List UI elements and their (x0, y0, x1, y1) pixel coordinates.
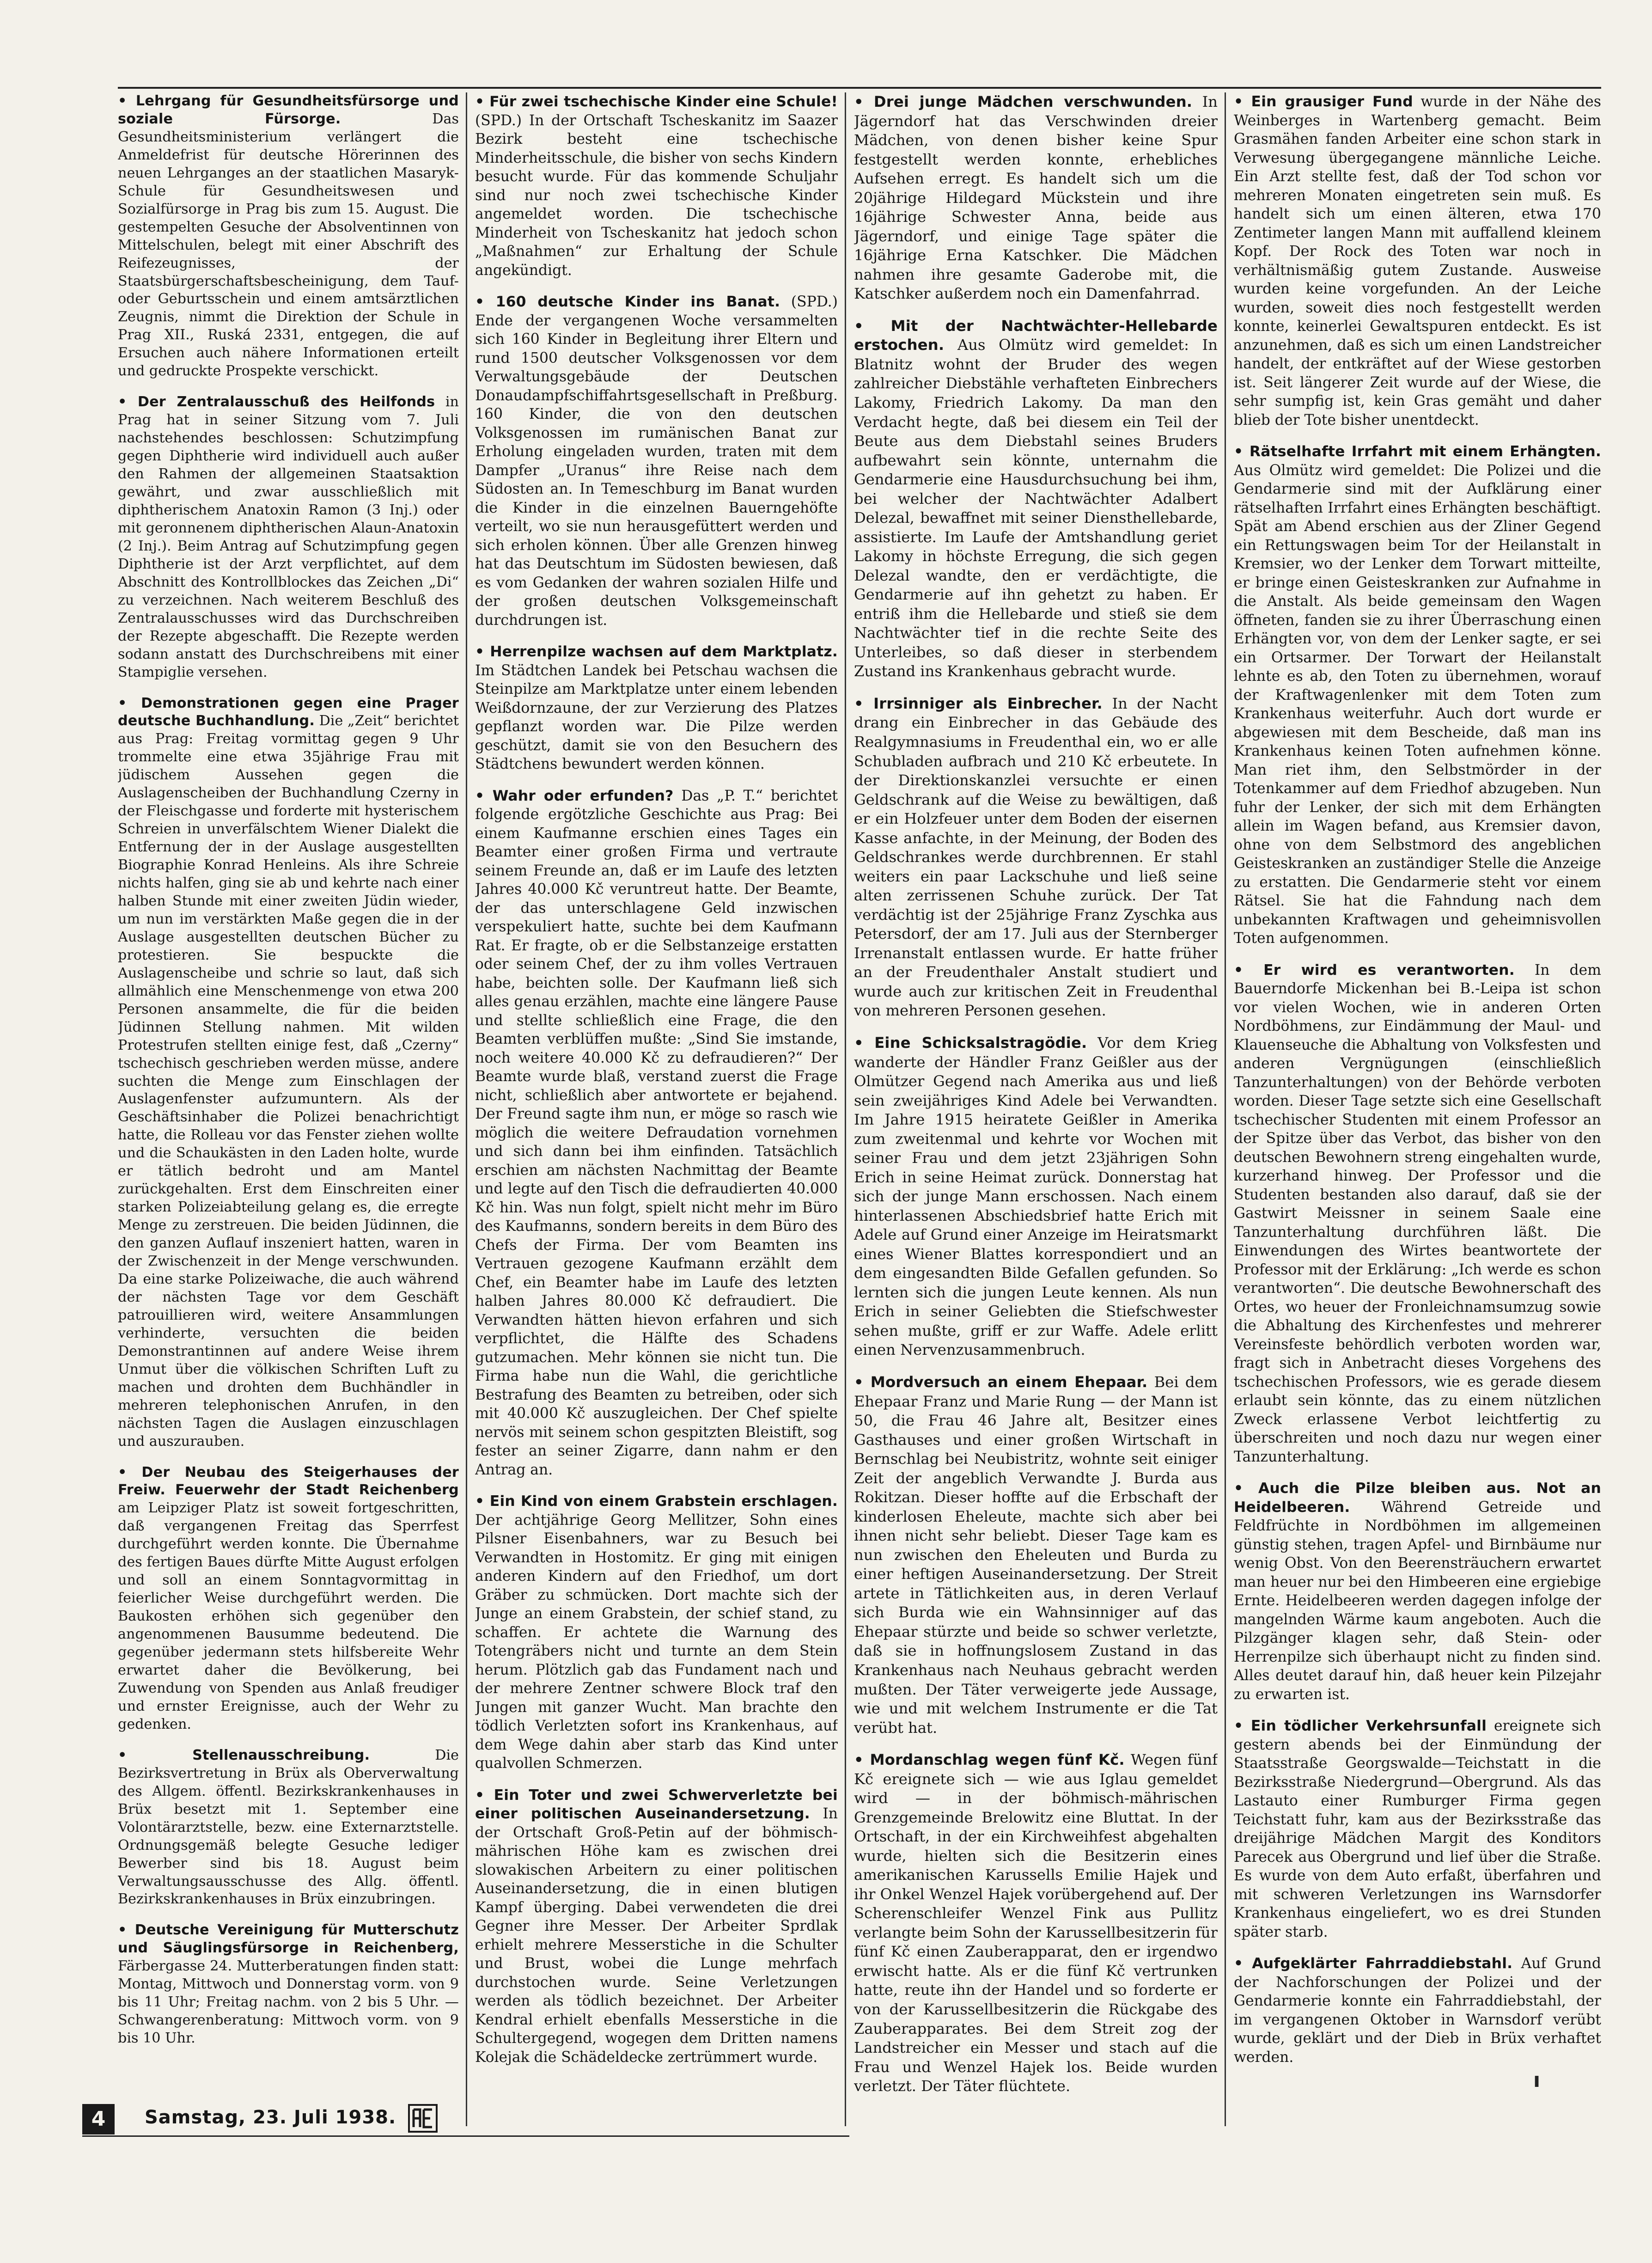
bullet-icon: • (118, 1747, 193, 1763)
news-article (475, 787, 838, 1480)
article-body: Färbergasse 24. Mutterberatungen finden statt: Montag, Mittwoch und Donnerstag vorm. von 9 bis 11 Uhr; Freitag nachm. von 2 bis 5 Uhr. — Schwangerenberatung: Mittwoch vorm. von 9 bis 10 Uhr. (118, 1958, 459, 2047)
bullet-icon: • (475, 643, 490, 660)
page-number: 4 (82, 2104, 115, 2135)
spacer (810, 1805, 823, 1822)
article-headline: Der Zentralausschuß des Heilfonds (137, 394, 435, 410)
article-paragraph (854, 1750, 1218, 2096)
news-article (475, 1786, 838, 2067)
news-article (118, 1747, 459, 1909)
footer-rule (82, 2135, 849, 2137)
bullet-icon: • (854, 93, 874, 110)
news-article (854, 1034, 1218, 1360)
article-headline: 160 deutsche Kinder ins Banat. (495, 294, 780, 310)
article-headline: Ein grausiger Fund (1251, 93, 1413, 110)
news-article (1234, 442, 1601, 948)
spacer (315, 713, 319, 729)
article-headline: Ein Toter und zwei Schwerverletzte bei einer politischen Auseinandersetzung. (475, 1786, 838, 1822)
article-headline: Auch die Pilze bleiben aus. Not an Heidelbeeren. (1234, 1480, 1601, 1516)
article-paragraph (118, 1464, 459, 1734)
spacer (674, 788, 682, 804)
article-body: Im Städtchen Landek bei Petschau wachsen die Steinpilze am Marktplatze unter einem lebenden Weißdornzaune, der zur Verzierung des Platzes gepflanzt worden war. Die Pilze werden geschützt, damit sie von den Besuchern des Städtchens bewundert werden können. (475, 662, 838, 772)
bullet-icon: • (475, 294, 496, 310)
article-body: ereignete sich gestern abends bei der Einmündung der Staatsstraße Georgswalde—Teichstatt in die Bezirksstraße Niedergrund—Obergrund. Als das Lastauto einer Rumburger Firma gegen Teichstatt fuhr, kam aus der Bezirksstraße das dreijährige Mädchen Margit des Konditors Parecek aus Obergrund und lief über die Straße. Es wurde von dem Auto erfaßt, überfahren und mit schweren Verletzungen ins Warnsdorfer Krankenhaus eingeliefert, wo es drei Stunden später starb. (1234, 1718, 1601, 1940)
issue-date: Samstag, 23. Juli 1938. (145, 2107, 396, 2128)
article-paragraph (854, 694, 1218, 1021)
article-headline: Stellenausschreibung. (192, 1747, 370, 1763)
article-paragraph (475, 92, 838, 280)
news-article (854, 317, 1218, 681)
article-paragraph (854, 1034, 1218, 1360)
bullet-icon: • (1234, 1480, 1258, 1497)
bullet-icon: • (1234, 1955, 1252, 1972)
article-body: Auf Grund der Nachforschungen der Polizei und der Gendarmerie konnte ein Fahrraddiebstahl, der im vergangenen Oktober in Warnsdorf verübt wurde, geklärt und der Dieb in Brüx verhaftet werden. (1234, 1955, 1601, 2066)
bullet-icon: • (118, 1464, 142, 1480)
article-headline: Rätselhafte Irrfahrt mit einem Erhängten. (1249, 443, 1601, 460)
article-paragraph (118, 92, 459, 380)
news-article (1234, 1717, 1601, 1941)
news-article (118, 1921, 459, 2048)
article-paragraph (118, 695, 459, 1451)
bullet-icon: • (118, 1922, 135, 1939)
article-headline: Mordversuch an einem Ehepaar. (870, 1373, 1148, 1391)
article-paragraph (118, 1921, 459, 2048)
news-article (475, 642, 838, 774)
article-headline: Eine Schicksalstragödie. (874, 1034, 1087, 1052)
news-article (475, 293, 838, 630)
spacer (1087, 1034, 1097, 1052)
article-paragraph (118, 1747, 459, 1909)
article-body: (SPD.) In der Ortschaft Tscheskanitz im Saazer Bezirk besteht eine tschechische Minderheitsschule, die bisher von sechs Kindern besucht wurde. Für das kommende Schuljahr sind nur noch zwei tschechische Kinder angemeldet worden. Die tschechische Minderheit von Tscheskanitz hat jedoch schon „Maßnahmen“ zur Erhaltung der Schule angekündigt. (475, 112, 838, 279)
spacer (780, 294, 791, 310)
column-4 (1234, 92, 1601, 2117)
spacer (1515, 962, 1535, 979)
publisher-logo-icon (408, 2104, 438, 2133)
bullet-icon: • (1234, 443, 1250, 460)
article-headline: Für zwei tschechische Kinder eine Schule! (489, 93, 838, 110)
article-paragraph (475, 1492, 838, 1773)
bullet-icon: • (1234, 93, 1251, 110)
article-headline: Aufgeklärter Fahrraddiebstahl. (1252, 1955, 1513, 1972)
news-article (1234, 1479, 1601, 1704)
spacer (341, 111, 433, 127)
article-paragraph (118, 393, 459, 681)
article-headline: Ein Kind von einem Grabstein erschlagen. (489, 1493, 838, 1510)
news-article (854, 1750, 1218, 2096)
news-article (854, 1373, 1218, 1737)
article-headline: Demonstrationen gegen eine Prager deutsche Buchhandlung. (118, 695, 459, 729)
bullet-icon: • (1234, 1718, 1251, 1734)
spacer (1350, 1499, 1381, 1516)
article-body: am Leipziger Platz ist soweit fortgeschritten, daß vergangenen Freitag das Sperrfest durchgeführt werden konnte. Die Übernahme des fertigen Baues dürfte Mitte August erfolgen und soll an einem Sonntagvormittag in feierlicher Weise durchgeführt werden. Die Baukosten erhöhen sich gegenüber den angenommenen Bausumme bedeutend. Die gegenüber jedermann stets hilfsbereite Wehr erwartet daher die Bevölkerung, bei Zuwendung von Spenden aus Anlaß freudiger und ernster Ereignisse, auch der Wehr zu gedenken. (118, 1500, 459, 1732)
news-article (854, 694, 1218, 1021)
column-2 (475, 92, 838, 2117)
news-article (1234, 92, 1601, 429)
news-article (475, 92, 838, 280)
news-article (118, 695, 459, 1451)
article-paragraph (1234, 1954, 1601, 2067)
spacer (944, 336, 957, 354)
article-body: Vor dem Krieg wanderte der Händler Franz Geißler aus der Olmützer Gegend nach Amerika aus und ließ sein zweijähriges Kind Adele bei Verwandten. Im Jahre 1915 heiratete Geißler in Amerika zum zweitenmal und kehrte vor Wochen mit seiner Frau und dem jetzt 23jährigen Sohn Erich in seine Heimat zurück. Donnerstag hat sich der junge Mann erschossen. Nach einem hinterlassenen Abschiedsbrief hatte Erich mit Adele auf Grund einer Anzeige im Heiratsmarkt eines Wiener Blattes korrespondiert und an dem eingesandten Bilde Gefallen gefunden. So lernten sich die jungen Leute kennen. Als nun Erich in seiner Geliebten die Stiefschwester sehen mußte, griff er zur Waffe. Adele erlitt einen Nervenzusammenbruch. (854, 1034, 1218, 1359)
article-paragraph (854, 317, 1218, 681)
news-article (118, 1464, 459, 1734)
bullet-icon: • (118, 695, 141, 711)
article-headline: Mordanschlag wegen fünf Kč. (870, 1751, 1125, 1769)
article-body: Das Gesundheitsministerium verlängert die Anmeldefrist für deutsche Hörerinnen des neuen Lehrganges an der staatlichen Masaryk-Schule für Gesundheitswesen und Sozialfürsorge in Prag bis zum 15. August. Die gestempelten Gesuche der Absolventinnen von Mittelschulen, belegt mit einer Abschrift des Reifezeugnisses, der Staatsbürgerschaftsbescheinigung, dem Tauf- oder Geburtsschein und einem amtsärztlichen Zeugnis, nimmt die Direktion der Schule in Prag XII., Ruská 2331, entgegen, die auf Ersuchen auch nähere Informationen erteilt und gedruckte Prospekte verschickt. (118, 110, 459, 379)
column-3 (854, 92, 1218, 2117)
article-headline: Er wird es verantworten. (1263, 961, 1515, 979)
spacer (1512, 1955, 1521, 1972)
bullet-icon: • (854, 694, 874, 712)
article-body: Die Bezirksvertretung in Brüx als Oberverwaltung des Allgem. öffentl. Bezirkskrankenhauses in Brüx besetzt mit 1. September eine Volontärarztstelle, bezw. eine Externarztstelle. Ordnungsgemäß belegte Gesuche lediger Bewerber sind bis 18. August beim Verwaltungsausschusse des Allg. öffentl. Bezirkskrankenhauses in Brüx einzubringen. (118, 1747, 459, 1908)
article-paragraph (854, 1373, 1218, 1737)
bullet-icon: • (475, 93, 490, 110)
article-body: Bei dem Ehepaar Franz und Marie Rung — der Mann ist 50, die Frau 46 Jahre alt, Besitzer eines Gasthauses und einer großen Wirtschaft in Bernschlag bei Neubistritz, wohnte seit einiger Zeit der angeblich Verwandte J. Burda aus Rokitzan. Dieser hoffte auf die Erbschaft der kinderlosen Eheleute, machte sich aber bei ihnen nicht sehr beliebt. Dieser Tage kam es nun zwischen den Eheleuten und Burda zu einer heftigen Auseinandersetzung. Der Streit artete in Tätlichkeiten aus, in deren Verlauf sich Burda wie ein Wahnsinniger auf das Ehepaar stürzte und beide so schwer verletzte, daß sie in hoffnungslosem Zustand in das Krankenhaus nach Neuhaus gebracht werden mußten. Der Täter verweigerte jede Aussage, wie und mit welchem Instrumente er die Tat verübt hat. (854, 1373, 1218, 1737)
article-body: Das „P. T.“ berichtet folgende ergötzliche Geschichte aus Prag: Bei einem Kaufmanne erschien eines Tages ein Beamter einer großen Firma und vertraute seinem Freunde an, daß er im Laufe des letzten Jahres 40.000 Kč veruntreut hatte. Der Beamte, der das unterschlagene Geld inzwischen verspekuliert hatte, suchte bei dem Kaufmann Rat. Er fragte, ob er die Selbstanzeige erstatten oder seinem Chef, der zu ihm volles Vertrauen habe, beichten solle. Der Kaufmann ließ sich alles genau erzählen, machte eine längere Pause und stellte schließlich eine Frage, die den Beamten verblüffen mußte: „Sind Sie imstande, noch weitere 40.000 Kč zu defraudieren?“ Der Beamte wurde blaß, verstand zuerst die Frage nicht, schließlich aber antwortete er bejahend. Der Freund sagte ihm nun, er möge so rasch wie möglich die weitere Defraudation vornehmen und sich dann bei ihm einfinden. Tatsächlich erschien am nächsten Nachmittag der Beamte und legte auf den Tisch die defraudierten 40.000 Kč hin. Was nun folgt, spielt nicht mehr im Büro des Kaufmanns, sondern bereits in dem Büro des Chefs der Firma. Der vom Beamten ins Vertrauen gezogene Kaufmann erzählt dem Chef, ein Beamter habe im Laufe des letzten halben Jahres 80.000 Kč defraudiert. Die Verwandten hätten hievon erfahren und sich verpflichtet, die Hälfte des Schadens gutzumachen. Mehr können sie nicht tun. Die Firma habe nun die Wahl, die gerichtliche Bestrafung des Beamten zu betreiben, oder sich mit 40.000 Kč auszugleichen. Der Chef spielte nervös mit seinem schon gespitzten Bleistift, sog fester an seiner Zigarre, dann nahm er den Antrag an. (475, 787, 838, 1478)
article-body: Während Getreide und Feldfrüchte in Nordböhmen im allgemeinen günstig stehen, tragen Apfel- und Birnbäume nur wenig Obst. Von den Beerensträuchern erwartet man heuer nur bei den Himbeeren eine ergiebige Ernte. Heidelbeeren werden dagegen infolge der mangelnden Wärme kaum angeboten. Auch die Pilzgänger klagen sehr, daß Stein- oder Herrenpilze sich überhaupt nicht zu finden sind. Alles deutet darauf hin, daß heuer kein Pilzejahr zu erwarten ist. (1234, 1498, 1601, 1703)
article-headline: Lehrgang für Gesundheitsfürsorge und soziale Fürsorge. (118, 93, 459, 127)
news-article (1234, 961, 1601, 1467)
spacer (1103, 695, 1112, 712)
column-divider (845, 92, 846, 2126)
article-headline: Herrenpilze wachsen auf dem Marktplatz. (490, 643, 838, 660)
article-body: in Prag hat in seiner Sitzung vom 7. Juli nachstehendes beschlossen: Schutzimpfung gegen Diphtherie wird individuell auch außer den Rahmen der allgemeinen Staatsaktion gewährt, und zwar ausschließlich mit diphtherischem Anatoxin Ramon (3 Inj.) oder mit geronnenem diphtherischen Alaun-Anatoxin (2 Inj.). Beim Antrag auf Schutzimpfung gegen Diphtherie ist der Arzt verpflichtet, auf dem Abschnitt des Kontrollblockes das Zeichen „Di“ zu verzeichnen. Nach weiterem Beschluß des Zentralausschusses wird das Durchschreiben der Rezepte abgeschafft. Die Rezepte werden sodann anstatt des Durchschreibens mit einer Stampiglie versehen. (118, 394, 459, 680)
bullet-icon: • (854, 1751, 870, 1769)
bullet-icon: • (475, 787, 493, 804)
bullet-icon: • (854, 317, 891, 335)
article-body: Aus Olmütz wird gemeldet: Die Polizei und die Gendarmerie sind mit der Aufklärung einer rätselhaften Irrfahrt eines Erhängten beschäftigt. Spät am Abend erschien aus der Zliner Gegend ein Rettungswagen beim Tor der Heilanstalt in Kremsier, wo der Lenker dem Torwart mitteilte, er bringe einen Geisteskranken zur Aufnahme in die Anstalt. Als beide gemeinsam den Wagen öffneten, fanden sie zu ihrer Überraschung einen Erhängten vor, von dem der Lenker sagte, er sei ein Ortsarmer. Der Torwart der Heilanstalt lehnte es ab, den Toten zu übernehmen, worauf der Kraftwagenlenker mit dem Toten zum Krankenhaus weiterfuhr. Auch dort wurde er abgewiesen mit dem Bescheide, daß man ins Krankenhaus keinen Toten aufnehmen könne. Man riet ihm, den Selbstmörder in der Totenkammer auf dem Friedhof abzugeben. Nun fuhr der Lenker, der sich mit dem Erhängten allein im Wagen befand, aus Kremsier davon, ohne von dem Selbstmord des angeblichen Geisteskranken an zuständiger Stelle die Anzeige zu erstatten. Die Gendarmerie steht vor einem Rätsel. Sie hat die Fahndung nach dem unbekannten Kraftwagen und geheimnisvollen Toten aufgenommen. (1234, 462, 1601, 947)
page-footer (82, 2104, 868, 2136)
spacer (1487, 1718, 1494, 1734)
bullet-icon: • (475, 1493, 490, 1510)
article-paragraph (1234, 442, 1601, 948)
spacer (1413, 93, 1421, 110)
news-article (854, 92, 1218, 304)
column-1 (118, 92, 459, 2117)
bullet-icon: • (1234, 961, 1264, 979)
column-divider (1225, 92, 1226, 2126)
bullet-icon: • (475, 1786, 494, 1804)
article-headline: Der Neubau des Steigerhauses der Freiw. Feuerwehr der Stadt Reichenberg (118, 1464, 459, 1498)
bullet-icon: • (854, 1034, 875, 1052)
article-paragraph (854, 92, 1218, 304)
spacer (1192, 93, 1202, 110)
article-body: In der Nacht drang ein Einbrecher in das Gebäude des Realgymnasiums in Freudenthal ein, wo er alle Schubladen aufbrach und 210 Kč erbeutete. In der Direktionskanzlei versuchte er einen Geldschrank auf die Weise zu bewältigen, daß er ein Holzfeuer unter dem Boden der eisernen Kasse anfachte, in der Meinung, der Boden des Geldschrankes werde durchbrennen. Er stahl weiters ein paar Lackschuhe und ließ seine alten zerrissenen Schuhe zurück. Der Tat verdächtig ist der 25jährige Franz Zyschka aus Petersdorf, der am 17. Juli aus der Sternberger Irrenanstalt entlassen wurde. Er hatte früher an der Freudenthaler Anstalt studiert und wurde auch zur kritischen Zeit in Freudenthal von mehreren Personen gesehen. (854, 694, 1218, 1020)
article-headline: Wahr oder erfunden? (492, 787, 674, 804)
column-divider (466, 92, 467, 2126)
article-paragraph (475, 787, 838, 1480)
article-paragraph (1234, 1717, 1601, 1941)
spacer (1125, 1751, 1131, 1768)
article-headline: Deutsche Vereinigung für Mutterschutz und Säuglingsfürsorge in Reichenberg, (118, 1922, 459, 1957)
article-paragraph (1234, 92, 1601, 429)
article-body: In dem Bauerndorfe Mickenhan bei B.-Leipa ist schon vor vielen Wochen, wie in anderen Orten Nordböhmens, zur Eindämmung der Maul- und Klauenseuche die Abhaltung von Volksfesten und anderen Vergnügungen (einschließlich Tanzunterhaltungen) von der Behörde verboten worden. Dieser Tage setzte sich eine Gesellschaft tschechischer Studenten mit einem Professor an der Spitze über das Verbot, das bisher von den deutschen Bewohnern streng eingehalten wurde, kurzerhand hinweg. Der Professor und die Studenten bestanden also darauf, daß sie der Gastwirt Meissner in seinem Saale eine Tanzunterhaltung durchführen läßt. Die Einwendungen des Wirtes beantwortete der Professor mit der Erklärung: „Ich werde es schon verantworten“. Die deutsche Bewohnerschaft des Ortes, wo heuer der Fronleichnamsumzug sowie die Abhaltung des Kirchenfestes und mehrerer Vereinsfeste behördlich verboten worden war, fragt sich in Anbetracht dieses Vorgehens des tschechischen Professors, wie es gerade diesem erlaubt sein könnte, das zu einem nützlichen Zweck erlassene Verbot leichtfertig zu überschreiten und noch dazu nur wegen einer Tanzunterhaltung. (1234, 961, 1601, 1465)
article-paragraph (1234, 961, 1601, 1467)
bullet-icon: • (118, 394, 138, 410)
article-paragraph (475, 642, 838, 774)
article-headline: Ein tödlicher Verkehrsunfall (1250, 1718, 1487, 1734)
article-body: Die „Zeit“ berichtet aus Prag: Freitag vormittag gegen 9 Uhr trommelte eine etwa 35jährige Frau mit jüdischem Aussehen gegen die Auslagenscheiben der Buchhandlung Czerny in der Fleischgasse und forderte mit hysterischem Schreien in unverfälschtem Wiener Dialekt die Entfernung der in der Auslage ausgestellten Biographie Konrad Henleins. Als ihre Schreie nichts halfen, ging sie ab und kehrte nach einer halben Stunde mit einer zweiten Jüdin wieder, um nun im verstärkten Maße gegen die in der Auslage ausgestellten deutschen Bücher zu protestieren. Sie bespuckte die Auslagenscheibe und schrie so laut, daß sich allmählich eine Menschenmenge von etwa 200 Personen ansammelte, die für die beiden Jüdinnen Stellung nahmen. Mit wilden Protestrufen stellten einige fest, daß „Czerny“ tschechisch geschrieben werden müsse, andere suchten die Menge zum Einschlagen der Auslagenfenster aufzumuntern. Als der Geschäftsinhaber die Polizei benachrichtigt hatte, die Rolleau vor das Fenster ziehen wollte und die Schaukästen in den Laden holte, wurde er tätlich bedroht und am Mantel zurückgehalten. Erst dem Einschreiten einer starken Polizeiabteilung gelang es, die erregte Menge zu zerstreuen. Die beiden Jüdinnen, die den ganzen Auflauf inszeniert hatten, waren in der Zwischenzeit in der Menge verschwunden. Da eine starke Polizeiwache, die auch während der nächsten Tage vor dem Geschäft patrouillieren wird, weitere Ansammlungen verhinderte, versuchten die beiden Demonstrantinnen auf andere Weise ihrem Unmut über die völkischen Schriften Luft zu machen und drohten dem Buchhändler in mehreren telephonischen Anrufen, in den nächsten Tagen die Auslagen einzuschlagen und auszurauben. (118, 713, 459, 1450)
article-headline: Mit der Nachtwächter-Hellebarde erstochen. (854, 317, 1218, 354)
article-body: In der Ortschaft Groß-Petin auf der böhmisch-mährischen Höhe kam es zwischen drei slowakischen Arbeitern zu einer politischen Auseinandersetzung, die in einen blutigen Kampf überging. Dabei verwendeten die drei Gegner ihre Messer. Der Arbeiter Sprdlak erhielt mehrere Messerstiche in die Schulter und Brust, wobei die Lunge mehrfach durchstochen wurde. Seine Verletzungen werden als tödlich bezeichnet. Der Arbeiter Kendral erhielt ebenfalls Messerstiche in die Schultergegend, wogegen dem Dritten namens Kolejak die Schädeldecke zertrümmert wurde. (475, 1805, 838, 2066)
article-body: (SPD.) Ende der vergangenen Woche versammelten sich 160 Kinder in Begleitung ihrer Eltern und rund 1500 deutscher Volksgenossen vor dem Verwaltungsgebäude der Deutschen Donaudampfschiffahrtsgesellschaft in Preßburg. 160 Kinder, die von den deutschen Volksgenossen im rumänischen Banat zur Erholung eingeladen wurden, traten mit dem Dampfer „Uranus“ ihre Reise nach dem Südosten an. In Temeschburg im Banat wurden die Kinder in die einzelnen Bauerngehöfte verteilt, wo sie nun herausgefüttert werden und sich erholen können. Über alle Grenzen hinweg hat das Deutschtum im Südosten bewiesen, daß es vom Gedanken der wahren sozialen Hilfe und der großen deutschen Volksgemeinschaft durchdrungen ist. (475, 294, 838, 629)
news-article (475, 1492, 838, 1773)
article-body: Wegen fünf Kč ereignete sich — wie aus Iglau gemeldet wird — in der böhmisch-mährischen Grenzgemeinde Brelowitz eine Bluttat. In der Ortschaft, in der ein Kirchweihfest abgehalten wurde, hielten sich die Besitzerin eines amerikanischen Karussells Emilie Hajek und ihr Onkel Wenzel Hajek vorübergehend auf. Der Scherenschleifer Wenzel Fink aus Pullitz verlangte beim Sohn der Karussellbesitzerin für fünf Kč einen Zauberapparat, den er irgendwo erwischt hatte. Als er die fünf Kč vertrunken hatte, reute ihn der Handel und so forderte er von der Karussellbesitzerin die Rückgabe des Zauberapparates. Bei dem Streit zog der Landstreicher ein Messer und stach auf die Frau und Wenzel Hajek los. Beide wurden verletzt. Der Täter flüchtete. (854, 1751, 1218, 2095)
news-article (1234, 1954, 1601, 2067)
news-article (118, 393, 459, 681)
margin-mark-icon: ı (1533, 2068, 1541, 2092)
article-body: In Jägerndorf hat das Verschwinden dreier Mädchen, von denen bisher keine Spur festgestellt werden konnte, erhebliches Aufsehen erregt. Es handelt sich um die 20jährige Hildegard Mückstein und ihre 16jährige Schwester Anna, beide aus Jägerndorf, und einige Tage später die 16jährige Erna Katschker. Die Mädchen nahmen ihre gesamte Gaderobe mit, die Katschker außerdem noch ein Damenfahrrad. (854, 93, 1218, 303)
article-body: Der achtjährige Georg Mellitzer, Sohn eines Pilsner Eisenbahners, war zu Besuch bei Verwandten in Hostomitz. Er ging mit einigen anderen Kindern auf den Friedhof, um dort Gräber zu schmücken. Dort machte sich der Junge an einem Grabstein, der schief stand, zu schaffen. Er achtete die Warnung des Totengräbers nicht und turnte an dem Stein herum. Plötzlich gab das Fundament nach und der mehrere Zentner schwere Block traf den Jungen mit ganzer Wucht. Man brachte den tödlich Verletzten sofort ins Krankenhaus, auf dem Wege dahin aber starb das Kind unter qualvollen Schmerzen. (475, 1511, 838, 1772)
bullet-icon: • (118, 93, 136, 109)
article-headline: Drei junge Mädchen verschwunden. (873, 93, 1193, 110)
article-body: wurde in der Nähe des Weinberges in Wartenberg gemacht. Beim Grasmähen fanden Arbeiter eine schon stark in Verwesung übergegangene männliche Leiche. Ein Arzt stellte fest, daß der Tod schon vor mehreren Monaten eingetreten sein muß. Es handelt sich um einen älteren, etwa 170 Zentimeter langen Mann mit auffallend kleinem Kopf. Der Rock des Toten war noch in verhältnismäßig gutem Zustande. Ausweise wurden keine vorgefunden. An der Leiche wurden, soweit dies noch festgestellt werden konnte, keinerlei Gewaltspuren entdeckt. Es ist anzunehmen, daß es sich um einen Landstreicher handelt, der entkräftet auf der Wiese gestorben ist. Seit längerer Zeit wurde auf der Wiese, die sehr sumpfig ist, kein Gras gemäht und daher blieb der Tote bisher unentdeckt. (1234, 93, 1601, 428)
article-paragraph (475, 1786, 838, 2067)
article-paragraph (1234, 1479, 1601, 1704)
spacer (1147, 1373, 1154, 1391)
article-headline: Irrsinniger als Einbrecher. (873, 694, 1103, 712)
news-article (118, 92, 459, 380)
article-paragraph (475, 293, 838, 630)
bullet-icon: • (854, 1373, 871, 1391)
article-body: Aus Olmütz wird gemeldet: In Blatnitz wohnt der Bruder des wegen zahlreicher Diebstähle verhafteten Einbrechers Lakomy, Friedrich Lakomy. Da man den Verdacht hegte, daß bei diesem ein Teil der Beute aus dem Diebstahl seines Bruders aufbewahrt sein könnte, unternahm die Gendarmerie eine Hausdurchsuchung bei ihm, bei welcher der Nachtwächter Adalbert Delezal, bewaffnet mit seiner Diensthellebarde, assistierte. Im Laufe der Amtshandlung geriet Lakomy in höchste Erregung, die sich gegen Delezal wandte, den er verdächtigte, die Gendarmerie auf ihn gehetzt zu haben. Er entriß ihm die Hellebarde und stieß sie dem Nachtwächter tief in die rechte Seite des Unterleibes, so daß dieser in sterbendem Zustand ins Krankenhaus gebracht wurde. (854, 336, 1218, 680)
spacer (435, 394, 445, 410)
top-rule (118, 87, 1601, 89)
spacer (370, 1747, 435, 1763)
